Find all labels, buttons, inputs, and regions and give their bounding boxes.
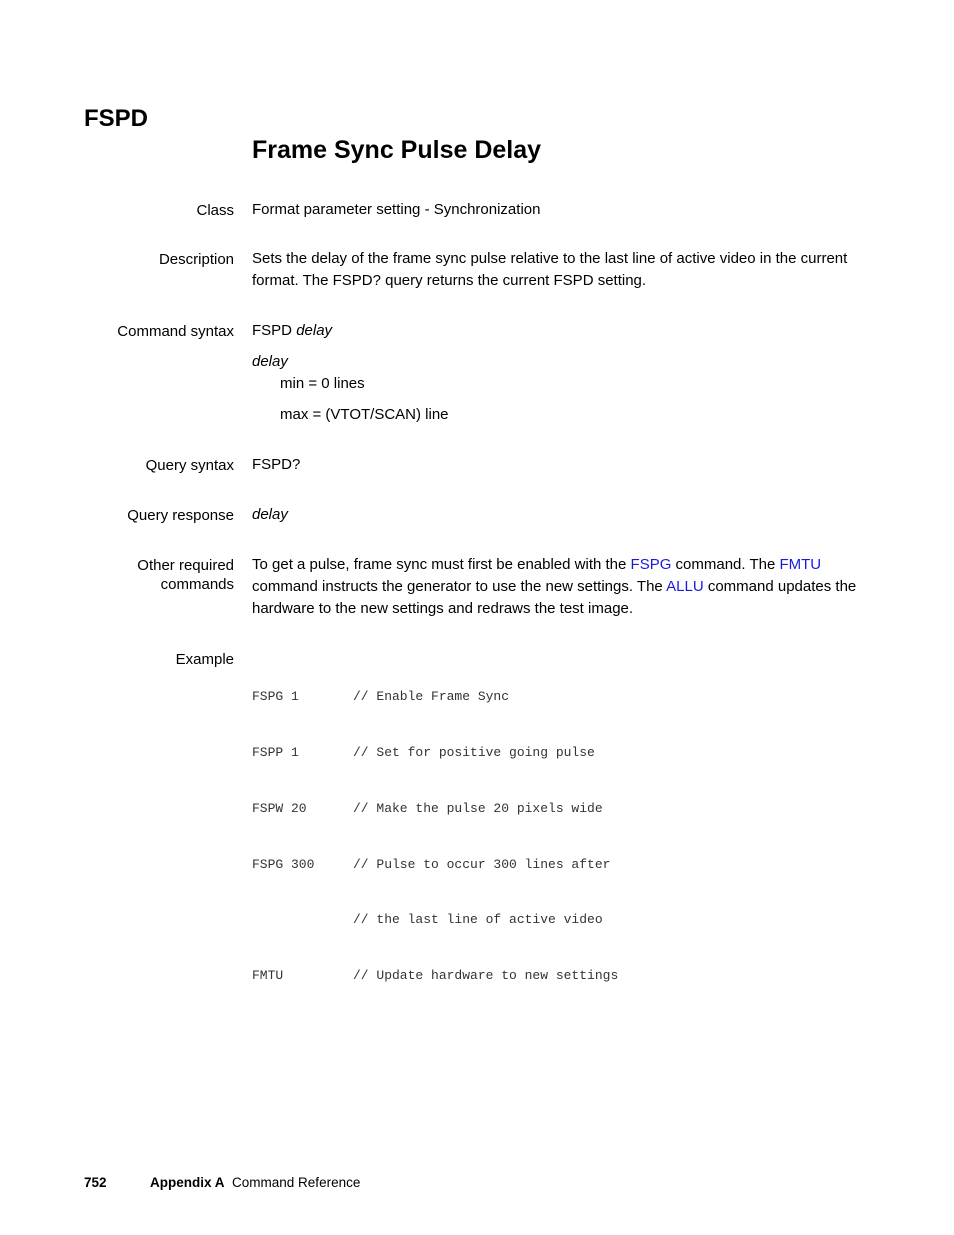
class-label: Class — [196, 202, 234, 219]
code-line — [252, 800, 618, 819]
other-required-text-1: To get a pulse, frame sync must first be enabled with the — [252, 556, 631, 573]
class-value: Format parameter setting - Synchronization — [252, 201, 541, 218]
code-line — [252, 911, 618, 930]
command-syntax-command: FSPD — [252, 322, 293, 339]
query-syntax-value: FSPD? — [252, 456, 301, 473]
code-line — [252, 688, 618, 707]
command-name: FSPD — [84, 105, 149, 132]
code-command: FMTU — [252, 968, 284, 984]
other-required-label-line1: Other required — [137, 557, 234, 574]
example-label: Example — [175, 651, 234, 668]
other-required-label-line2: commands — [160, 576, 234, 593]
param-min: min = 0 lines — [280, 375, 365, 392]
query-response-label: Query response — [127, 507, 234, 524]
footer-section — [150, 1174, 360, 1191]
description-text: Sets the delay of the frame sync pulse relative to the last line of active video in the current format. The FSPD? query returns the current FSPD setting. — [252, 250, 848, 289]
code-line — [252, 967, 618, 986]
code-line — [252, 856, 618, 875]
command-syntax-value — [252, 320, 872, 342]
page-title: Frame Sync Pulse Delay — [252, 136, 542, 164]
param-name: delay — [252, 353, 288, 370]
allu-link[interactable]: ALLU — [666, 578, 704, 595]
other-required-text-3: command instructs the generator to use the new settings. The — [252, 578, 667, 595]
query-response-value: delay — [252, 506, 288, 523]
footer-section-title: Command Reference — [232, 1175, 361, 1190]
code-comment: // Set for positive going pulse — [353, 744, 595, 760]
other-required-label — [137, 556, 234, 594]
example-code-block — [252, 651, 618, 1004]
param-max: max = (VTOT/SCAN) line — [280, 406, 449, 423]
code-comment: // Update hardware to new settings — [353, 968, 619, 984]
fmtu-link[interactable]: FMTU — [779, 556, 822, 573]
code-comment: // the last line of active video — [353, 912, 603, 928]
description-label: Description — [158, 251, 234, 268]
other-required-text-4: command updates the hardware to the new settings and redraws the test image. — [252, 578, 857, 617]
code-line — [252, 744, 618, 763]
other-required-text-2: command. The — [671, 556, 780, 573]
code-command: FSPP 1 — [252, 744, 299, 760]
page-number: 752 — [84, 1175, 107, 1190]
code-command: FSPG 300 — [252, 856, 315, 872]
code-comment: // Make the pulse 20 pixels wide — [353, 800, 603, 816]
command-syntax-param: delay — [296, 322, 333, 339]
other-required-text — [252, 554, 872, 620]
code-comment: // Enable Frame Sync — [353, 689, 510, 705]
code-comment: // Pulse to occur 300 lines after — [353, 856, 611, 872]
command-syntax-label: Command syntax — [117, 323, 234, 340]
code-command: FSPG 1 — [252, 689, 299, 705]
footer-appendix: Appendix A — [150, 1175, 225, 1190]
query-syntax-label: Query syntax — [145, 457, 234, 474]
code-command: FSPW 20 — [252, 800, 307, 816]
fspg-link[interactable]: FSPG — [630, 556, 672, 573]
